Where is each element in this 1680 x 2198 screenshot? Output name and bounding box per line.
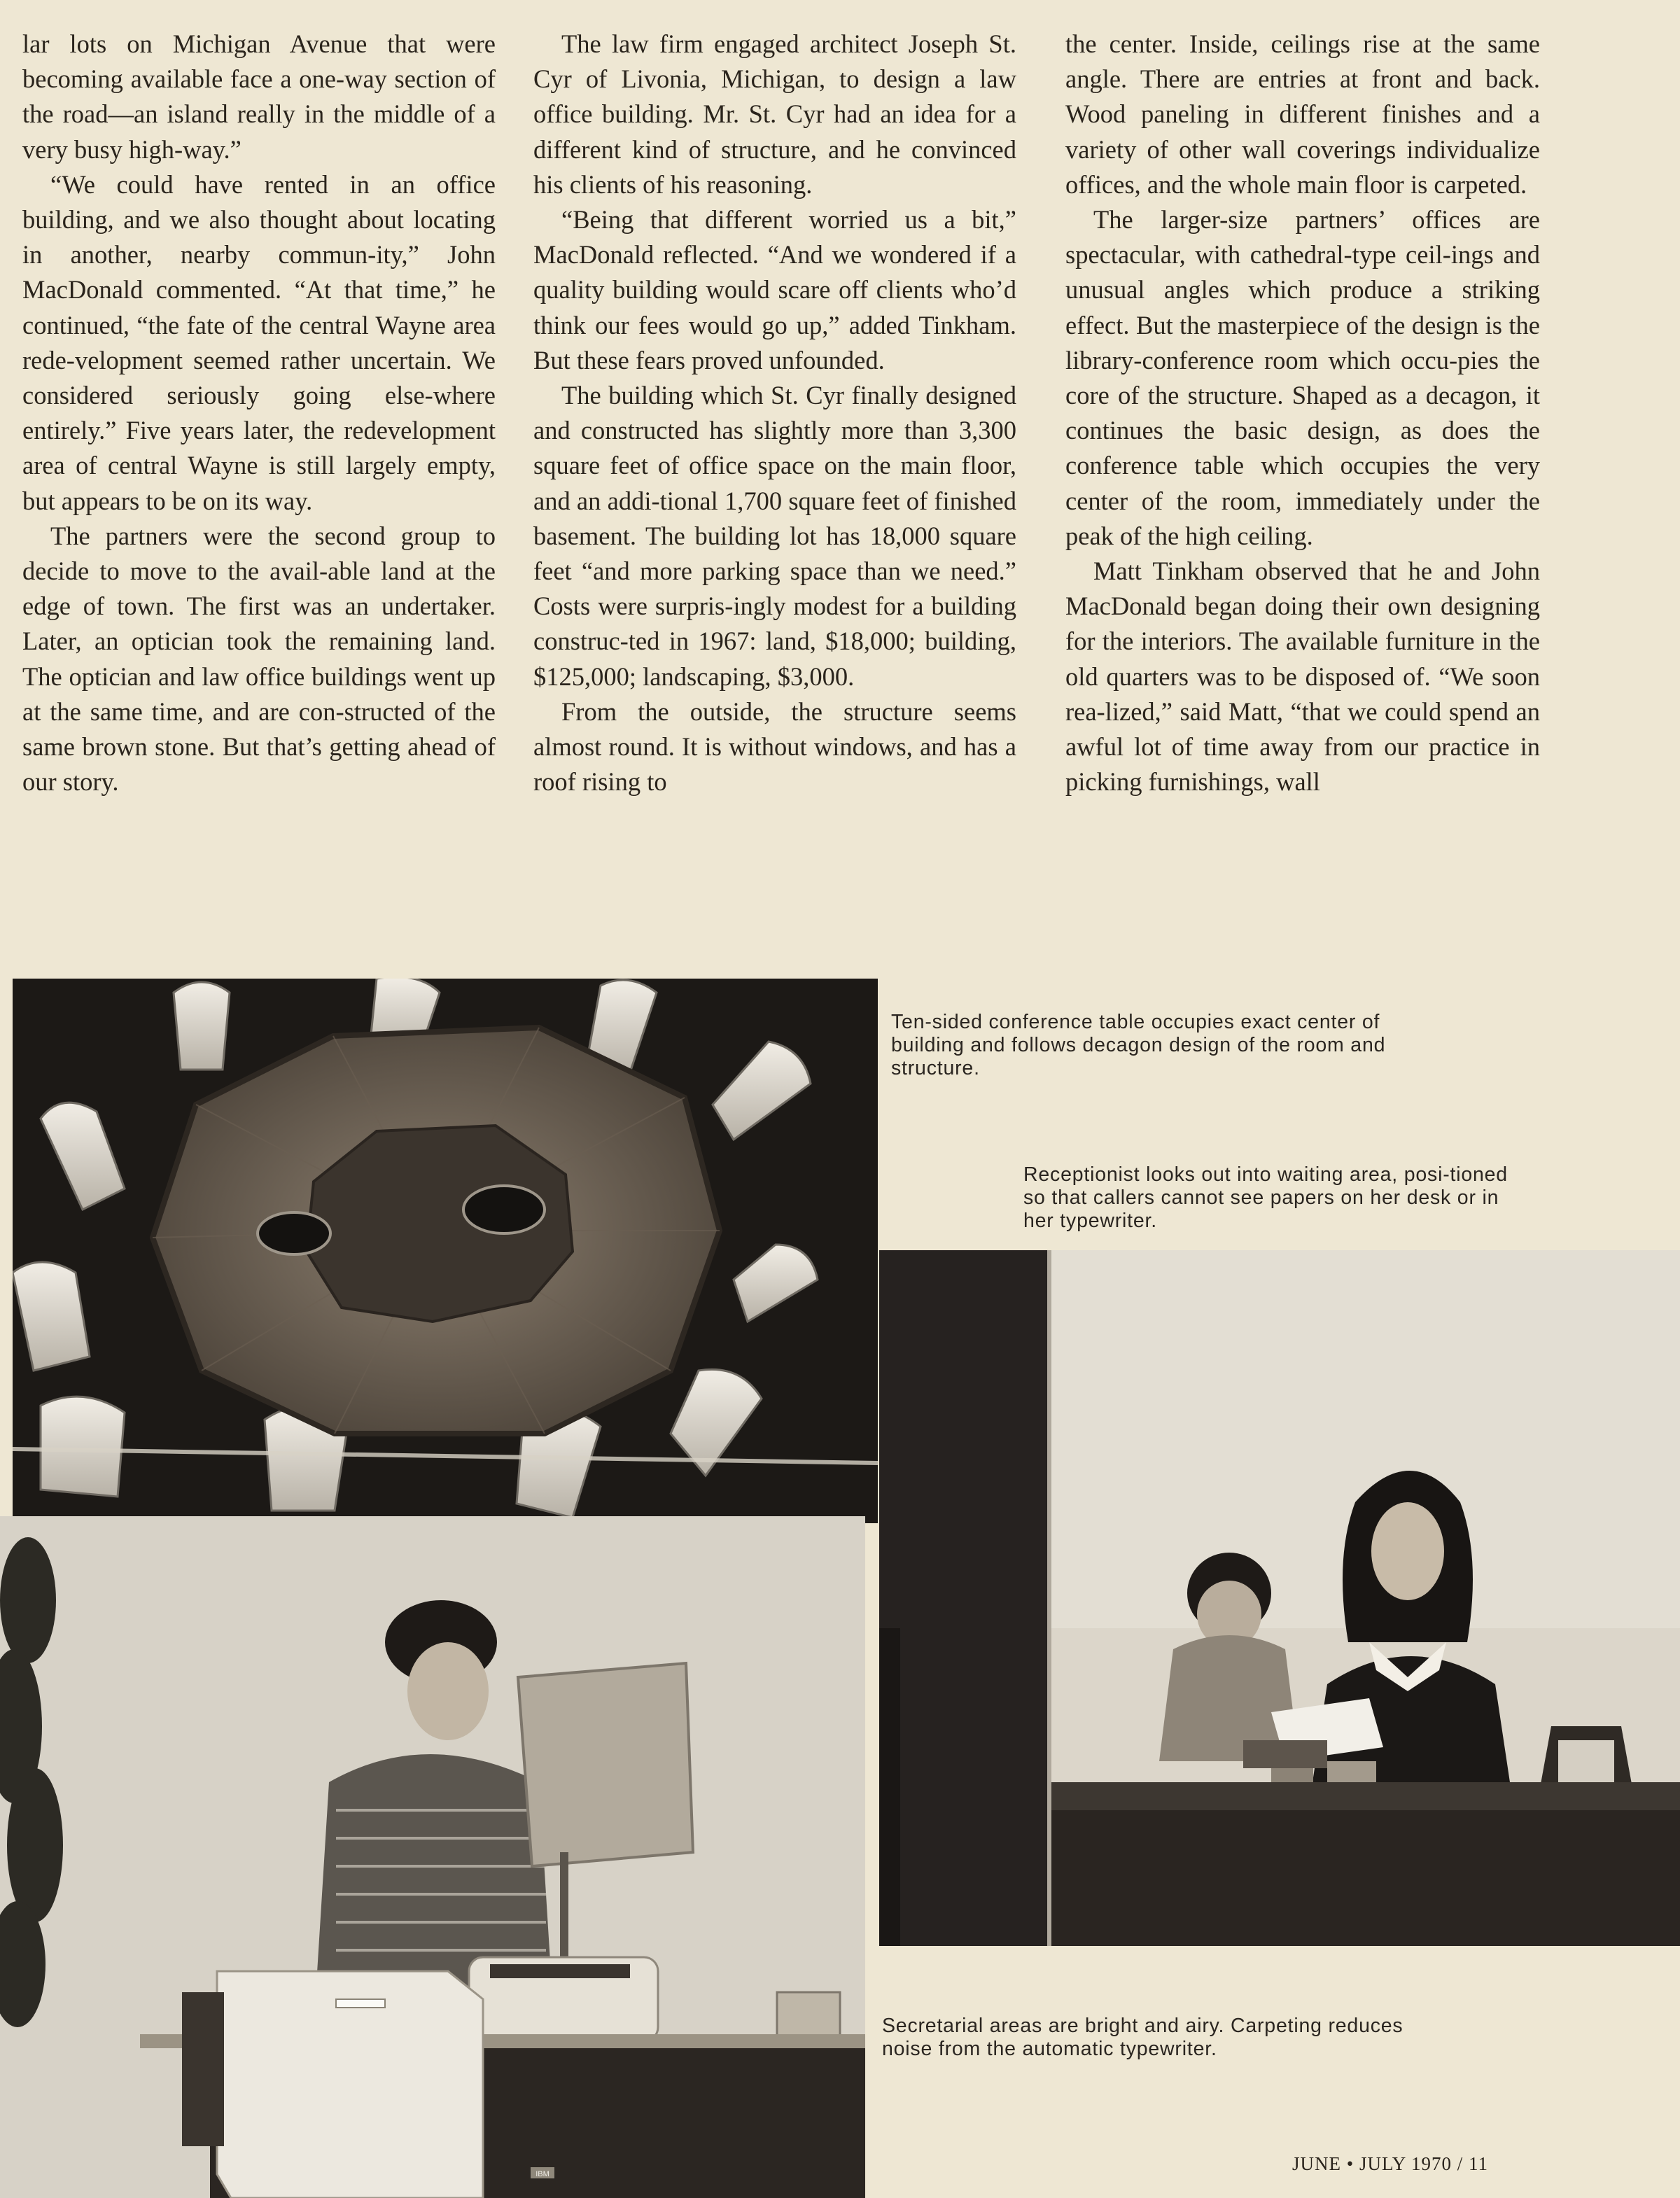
- paragraph: The law firm engaged architect Joseph St. Cyr of Livonia, Michigan, to design a law office building. Mr. St. Cyr had an idea for a different kind of structure, and he convinced his clients of his reasoning.: [533, 29, 1016, 199]
- receptionist-photo: [879, 1250, 1680, 1946]
- article-column-3: [1065, 27, 1540, 799]
- paragraph: “Being that different worried us a bit,” MacDonald reflected. “And we wondered if a quality building would scare off clients who’d think our fees would go up,” added Tinkham. But these fears proved unfounded.: [533, 205, 1016, 374]
- article-column-1: [22, 27, 496, 799]
- reception-photo-caption: Receptionist looks out into waiting area, posi-tioned so that callers cannot see papers on her desk or in her typewriter.: [1023, 1163, 1508, 1232]
- article-column-2: [533, 27, 1016, 799]
- typewriter-brand-label: IBM: [536, 2170, 550, 2178]
- paragraph: The building which St. Cyr finally designed and constructed has slightly more than 3,300 square feet of office space on the main floor, and an addi-tional 1,700 square feet of finished basement. The building lot has 18,000 square feet “and more parking space than we need.” Costs were surpris-ingly modest for a building construc-ted in 1967: land, $18,000; building, $125,000; landscaping, $3,000.: [533, 381, 1016, 691]
- paragraph: The larger-size partners’ offices are spectacular, with cathedral-type ceil-ings and unusual angles which produce a striking effect. But the masterpiece of the design is the library-conference room which occu-pies the core of the structure. Shaped as a decagon, it continues the basic design, as does the conference table which occupies the very center of the room, immediately under the peak of the high ceiling.: [1065, 205, 1540, 550]
- page-folio: JUNE • JULY 1970 / 11: [1292, 2153, 1488, 2174]
- paragraph: From the outside, the structure seems almost round. It is without windows, and has a roof rising to: [533, 696, 1016, 797]
- paragraph: the center. Inside, ceilings rise at the same angle. There are entries at front and back. Wood paneling in different finishes and a variety of other wall coverings individualize offices, and the whole main floor is carpeted.: [1065, 29, 1540, 199]
- conference-photo-caption: Ten-sided conference table occupies exact center of building and follows decagon design of the room and structure.: [891, 1011, 1386, 1079]
- paragraph: “We could have rented in an office building, and we also thought about locating in another, nearby commun-ity,” John MacDonald commented. “At that time,” he continued, “the fate of the central Wayne area rede-velopment seemed rather uncertain. We considered seriously going else-where entirely.” Five years later, the redevelopment area of central Wayne is still largely empty, but appears to be on its way.: [22, 169, 496, 515]
- secretary-photo: [0, 1516, 865, 2198]
- paragraph: The partners were the second group to decide to move to the avail-able land at the edge of town. The first was an undertaker. Later, an optician took the remaining land. The optician and law office buildings went up at the same time, and are con-structed of the same brown stone. But that’s getting ahead of our story.: [22, 521, 496, 797]
- conference-table-photo: [13, 979, 878, 1523]
- paragraph: Matt Tinkham observed that he and John MacDonald began doing their own designing for the interiors. The available furniture in the old quarters was to be disposed of. “We soon rea-lized,” said Matt, “that we could spend an awful lot of time away from our practice in picking furnishings, wall: [1065, 556, 1540, 797]
- secretary-photo-caption: Secretarial areas are bright and airy. Carpeting reduces noise from the automatic typewriter.: [882, 2015, 1404, 2060]
- paragraph: lar lots on Michigan Avenue that were becoming available face a one-way section of the road—an island really in the middle of a very busy high-way.”: [22, 29, 496, 164]
